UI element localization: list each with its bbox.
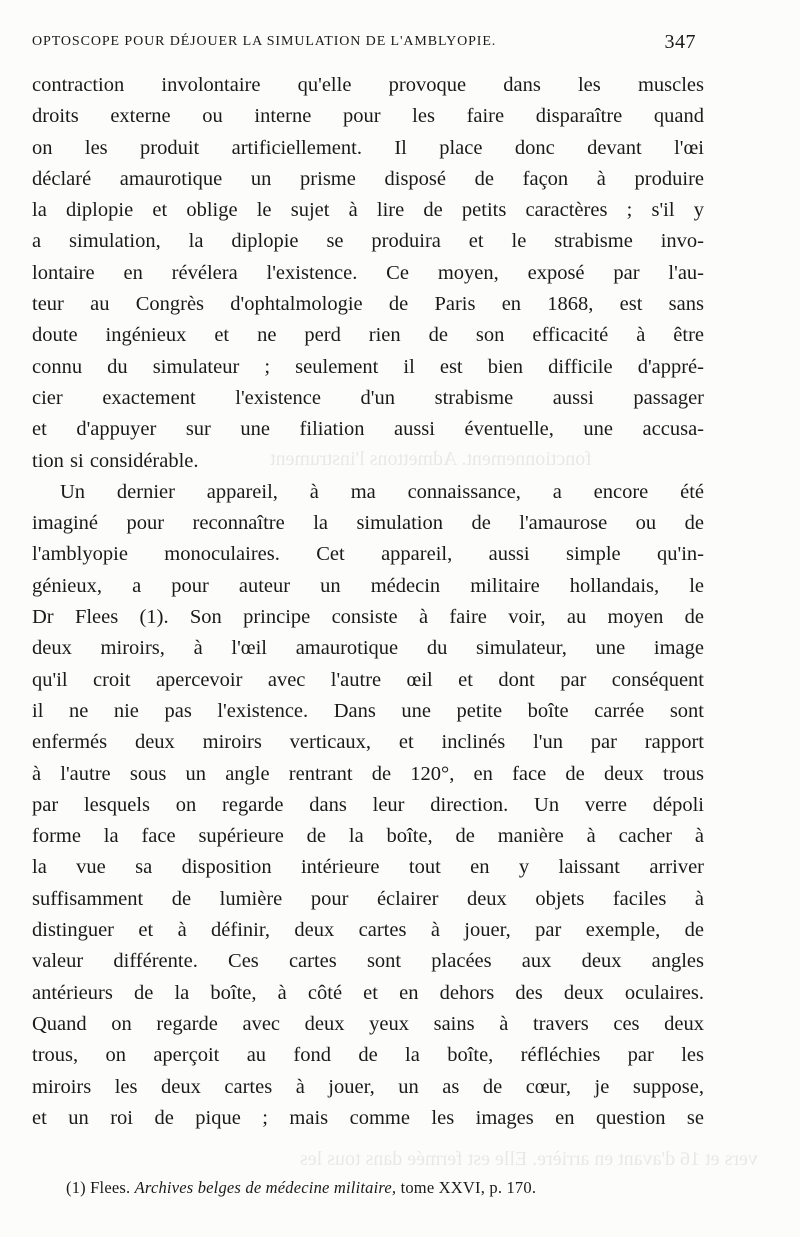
- paragraph-end-line: tion si considérable.: [32, 449, 199, 472]
- show-through-text: fonctionnement. Admettons l'instrument: [270, 448, 592, 470]
- footnote: [66, 1178, 706, 1198]
- show-through-text: vers et 16 d'avant en arrière. Elle est fermée dans tous les: [300, 1148, 758, 1170]
- text-line: et un roi de pique ; mais comme les images en question se: [32, 1106, 704, 1129]
- text-line: Quand on regarde avec deux yeux sains à travers ces deux: [32, 1012, 704, 1035]
- page-number: 347: [664, 31, 696, 53]
- text-line: trous, on aperçoit au fond de la boîte, réfléchies par les: [32, 1044, 704, 1067]
- text-line: lontaire en révélera l'existence. Ce moyen, exposé par l'au-: [32, 261, 704, 284]
- text-line: antérieurs de la boîte, à côté et en dehors des deux oculaires.: [32, 981, 704, 1004]
- text-line: miroirs les deux cartes à jouer, un as de cœur, je suppose,: [32, 1075, 704, 1098]
- text-line: forme la face supérieure de la boîte, de manière à cacher à: [32, 825, 704, 848]
- text-line: l'amblyopie monoculaires. Cet appareil, aussi simple qu'in-: [32, 543, 704, 566]
- text-line: a simulation, la diplopie se produira et le strabisme invo-: [32, 230, 704, 253]
- footnote-volume: tome XXVI, p. 170.: [400, 1178, 537, 1197]
- text-line: cier exactement l'existence d'un strabisme aussi passager: [32, 386, 704, 409]
- footnote-marker: (1): [66, 1178, 86, 1197]
- running-head: OPTOSCOPE POUR DÉJOUER LA SIMULATION DE L'AMBLYOPIE.: [32, 34, 497, 49]
- text-line: la diplopie et oblige le sujet à lire de petits caractères ; s'il y: [32, 199, 704, 222]
- text-line: connu du simulateur ; seulement il est bien difficile d'appré-: [32, 355, 704, 378]
- text-line: contraction involontaire qu'elle provoque dans les muscles: [32, 74, 704, 96]
- text-line: déclaré amaurotique un prisme disposé de façon à produire: [32, 167, 704, 190]
- text-line: imaginé pour reconnaître la simulation de l'amaurose ou de: [32, 512, 704, 535]
- text-line: droits externe ou interne pour les faire disparaître quand: [32, 105, 704, 128]
- text-line: il ne nie pas l'existence. Dans une petite boîte carrée sont: [32, 699, 704, 722]
- text-line: on les produit artificiellement. Il place donc devant l'œi: [32, 136, 704, 159]
- text-line: deux miroirs, à l'œil amaurotique du simulateur, une image: [32, 637, 704, 660]
- text-line: qu'il croit apercevoir avec l'autre œil et dont par conséquent: [32, 668, 704, 691]
- text-line: Dr Flees (1). Son principe consiste à faire voir, au moyen de: [32, 606, 704, 629]
- text-line: et d'appuyer sur une filiation aussi éventuelle, une accusa-: [32, 418, 704, 441]
- text-line: doute ingénieux et ne perd rien de son efficacité à être: [32, 324, 704, 347]
- body-text: [32, 70, 704, 1134]
- text-line: par lesquels on regarde dans leur direction. Un verre dépoli: [32, 793, 704, 816]
- text-line: la vue sa disposition intérieure tout en y laissant arriver: [32, 856, 704, 879]
- text-line: valeur différente. Ces cartes sont placées aux deux angles: [32, 950, 704, 973]
- paragraph-start-line: Un dernier appareil, à ma connaissance, a encore été: [60, 480, 704, 503]
- page-header: [32, 31, 696, 60]
- text-line: enfermés deux miroirs verticaux, et inclinés l'un par rapport: [32, 731, 704, 754]
- footnote-author: Flees.: [90, 1178, 131, 1197]
- text-line: suffisamment de lumière pour éclairer deux objets faciles à: [32, 887, 704, 910]
- text-line: teur au Congrès d'ophtalmologie de Paris en 1868, est sans: [32, 293, 704, 316]
- text-line: à l'autre sous un angle rentrant de 120°, en face de deux trous: [32, 762, 704, 785]
- footnote-journal: Archives belges de médecine militaire,: [134, 1178, 397, 1197]
- text-line: distinguer et à définir, deux cartes à jouer, par exemple, de: [32, 919, 704, 942]
- text-line: génieux, a pour auteur un médecin militaire hollandais, le: [32, 574, 704, 597]
